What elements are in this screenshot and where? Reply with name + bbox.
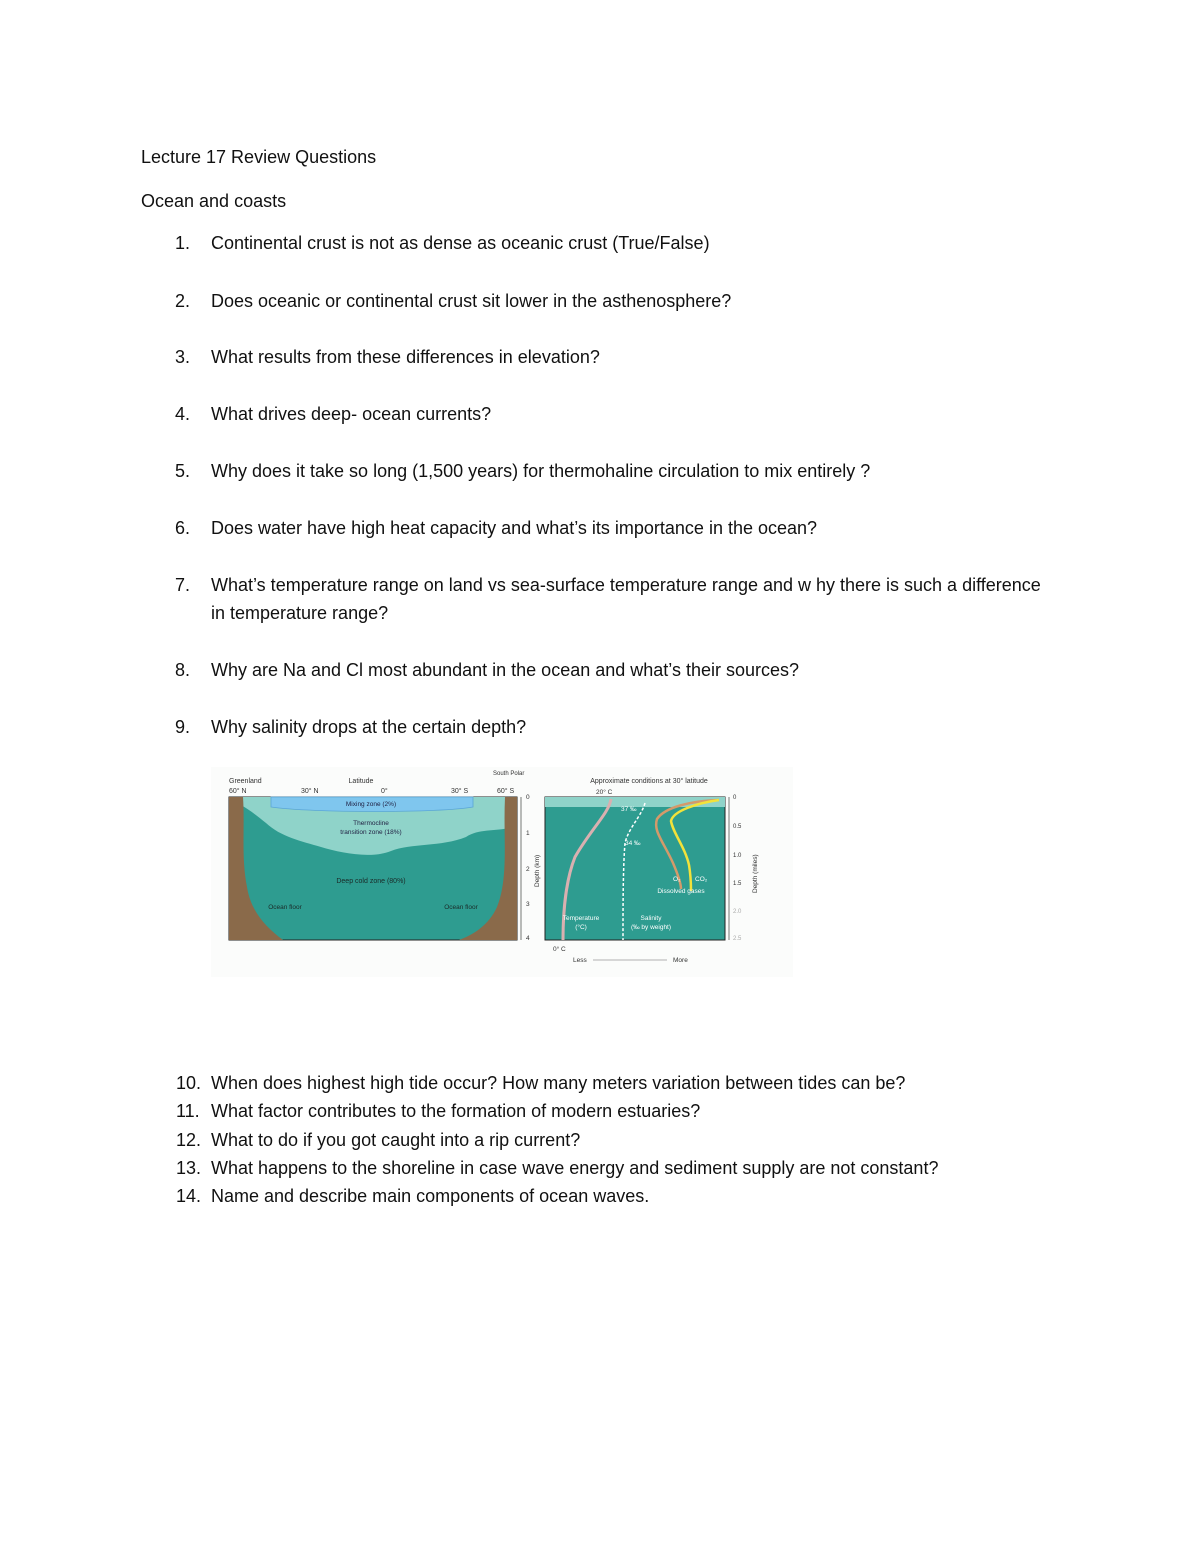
salinity-unit-label: (‰ by weight)	[630, 924, 672, 931]
question-text: What drives deep- ocean currents?	[211, 404, 492, 424]
question-text: Why does it take so long (1,500 years) for thermohaline circulation to mix entirely ?	[211, 461, 871, 481]
profile-header: Approximate conditions at 30° latitude	[590, 778, 708, 785]
depth-axis-label-miles: Depth (miles)	[752, 854, 759, 893]
mixing-zone-label: Mixing zone (2%)	[345, 801, 397, 808]
ocean-floor-label-left: Ocean floor	[268, 904, 302, 911]
miles-tick-1-5: 1.5	[733, 881, 742, 887]
lat-label-60n: 60° N	[229, 788, 247, 795]
depth-tick-3: 3	[526, 901, 530, 908]
lat-label-30n: 30° N	[301, 788, 319, 795]
ocean-floor-label-right: Ocean floor	[444, 904, 478, 911]
ocean-layers-figure	[211, 767, 793, 977]
depth-tick-2: 2	[526, 866, 530, 873]
question-number: 9.	[175, 717, 191, 737]
question-number: 12.	[176, 1130, 202, 1150]
surface-temp-label: 20° C	[596, 789, 613, 796]
salinity-34-label: 34 ‰	[625, 840, 641, 847]
depth-axis-label-km: Depth (km)	[534, 854, 541, 887]
question-number: 10.	[176, 1073, 202, 1093]
miles-tick-0-5: 0.5	[733, 824, 742, 830]
thermocline-label: Thermocline	[353, 820, 389, 827]
greenland-label: Greenland	[229, 778, 262, 785]
salinity-label: Salinity	[640, 915, 662, 922]
south-polar-label: South Polar	[493, 771, 525, 777]
question-text: What factor contributes to the formation of modern estuaries?	[211, 1101, 701, 1121]
miles-tick-0: 0	[733, 795, 737, 801]
depth-tick-1: 1	[526, 830, 530, 837]
transition-zone-label: transition zone (18%)	[340, 829, 402, 836]
question-text: Why are Na and Cl most abundant in the ocean and what’s their sources?	[211, 660, 800, 680]
question-number: 14.	[176, 1186, 202, 1206]
ocean-profile-panel	[545, 777, 759, 964]
temperature-unit-label: (°C)	[575, 924, 587, 931]
ocean-cross-section-panel	[229, 771, 541, 942]
page-title: Lecture 17 Review Questions	[141, 147, 377, 167]
section-subtitle: Ocean and coasts	[141, 191, 287, 211]
depth-tick-0: 0	[526, 794, 530, 801]
question-number: 3.	[175, 347, 191, 367]
less-label: Less	[573, 957, 587, 964]
question-text: When does highest high tide occur? How many meters variation between tides can be?	[211, 1073, 906, 1093]
salinity-37-label: 37 ‰	[621, 806, 637, 813]
question-number: 6.	[175, 518, 191, 538]
o2-label: O₂	[673, 876, 681, 883]
question-text: Continental crust is not as dense as oceanic crust (True/False)	[211, 233, 710, 253]
lat-label-0: 0°	[381, 788, 388, 795]
miles-tick-2-0: 2.0	[733, 909, 742, 915]
miles-tick-2-5: 2.5	[733, 936, 742, 942]
latitude-header: Latitude	[348, 778, 374, 785]
question-number: 1.	[175, 233, 191, 253]
miles-tick-1-0: 1.0	[733, 853, 742, 859]
question-text: What to do if you got caught into a rip current?	[211, 1130, 581, 1150]
question-number: 13.	[176, 1158, 202, 1178]
question-number: 11.	[176, 1101, 200, 1121]
question-text: Does water have high heat capacity and what’s its importance in the ocean?	[211, 518, 818, 538]
question-text: What’s temperature range on land vs sea-surface temperature range and w hy there is such a difference in temperature range?	[211, 575, 1041, 623]
deep-cold-zone-label: Deep cold zone (80%)	[336, 878, 406, 885]
depth-tick-4: 4	[526, 935, 530, 942]
question-text: What results from these differences in elevation?	[211, 347, 600, 367]
co2-label: CO₂	[695, 876, 708, 883]
question-number: 4.	[175, 404, 191, 424]
question-text: Name and describe main components of ocean waves.	[211, 1186, 650, 1206]
question-text: Does oceanic or continental crust sit lower in the asthenosphere?	[211, 291, 732, 311]
ocean-layers-diagram	[211, 767, 793, 977]
question-text: What happens to the shoreline in case wave energy and sediment supply are not constant?	[211, 1158, 939, 1178]
question-number: 5.	[175, 461, 191, 481]
dissolved-gases-label: Dissolved gases	[657, 888, 705, 895]
question-number: 8.	[175, 660, 191, 680]
bottom-temp-label: 0° C	[553, 946, 566, 953]
temperature-label: Temperature	[562, 915, 600, 922]
more-label: More	[673, 957, 688, 964]
lat-label-30s: 30° S	[451, 788, 469, 795]
question-number: 7.	[175, 575, 191, 595]
lat-label-60s: 60° S	[497, 788, 515, 795]
question-number: 2.	[175, 291, 191, 311]
question-text: Why salinity drops at the certain depth?	[211, 717, 527, 737]
